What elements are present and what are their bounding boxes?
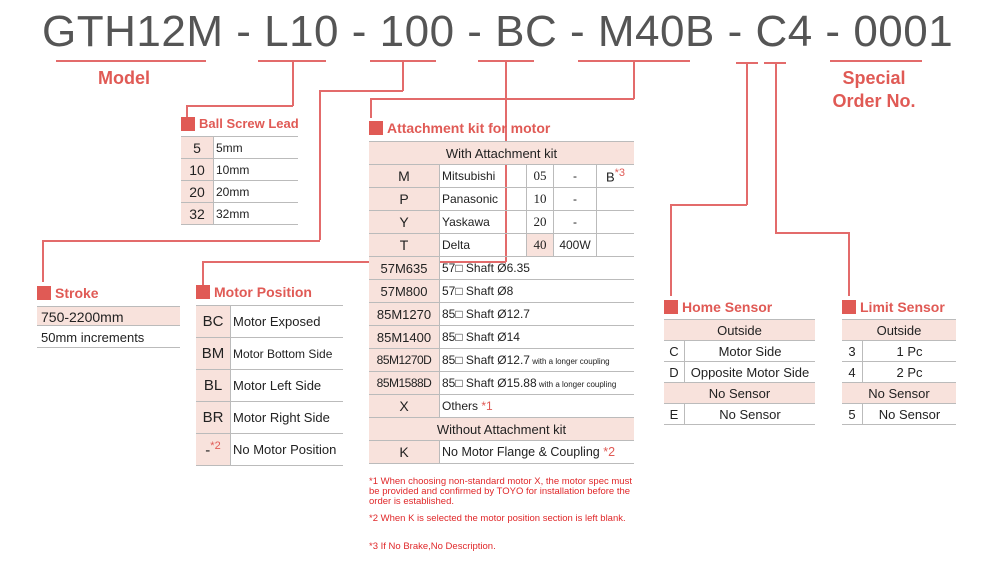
footnote-mark: *2 [210,440,221,452]
connector-stroke-top [319,90,403,92]
table-row [369,211,634,234]
lead-code: 32 [181,203,214,225]
kit-desc: 57□ Shaft Ø6.35 [440,257,635,280]
underline-special [830,60,922,62]
kit-brake [597,234,635,257]
table-row [369,280,634,303]
table-row [369,234,634,257]
table-row [664,383,815,404]
model-code [42,6,953,58]
limit-value: 1 Pc [863,341,957,362]
connector-limit-v [775,63,777,233]
home-code: C [664,341,685,362]
code-model: GTH12M [42,7,224,56]
kit-brand: Panasonic [440,188,527,211]
kit-code: 85M1400 [369,326,440,349]
table-row [181,203,298,225]
limit-sensor-header [842,299,945,315]
table-row [369,418,634,441]
kit-code: T [369,234,440,257]
kit-watt: - [554,211,597,234]
code-separator: - [812,7,854,56]
limit-sensor-title: Limit Sensor [860,299,945,315]
code-motor-position: BC [495,7,558,56]
motor-position-code: BR [196,402,231,434]
code-stroke: 100 [379,7,455,56]
stroke-header [37,285,99,301]
attachment-kit-table [369,141,634,464]
lead-code: 20 [181,181,214,203]
table-row [369,326,634,349]
attachment-kit-title: Attachment kit for motor [387,120,551,136]
limit-no-sensor-header: No Sensor [842,383,956,404]
home-sensor-table [664,319,815,425]
footnote-mark: *1 [481,399,493,413]
square-bullet-icon [37,286,51,300]
kit-brand: Mitsubishi [440,165,527,188]
table-row [369,372,634,395]
table-row [369,395,634,418]
kit-code: Y [369,211,440,234]
kit-desc-cell [440,372,635,395]
footnote-mark: *2 [603,445,616,459]
motor-position-code: - [205,442,211,459]
kit-code: K [369,441,440,464]
code-separator: - [223,7,265,56]
connector-stroke-h [42,240,320,242]
code-special-order: 0001 [853,7,954,56]
connector-motorpos-v2 [202,261,204,285]
kit-brand: Delta [440,234,527,257]
kit-size: 40 [527,234,554,257]
kit-size: 20 [527,211,554,234]
kit-watt: - [554,188,597,211]
code-separator: - [454,7,496,56]
kit-code: 57M635 [369,257,440,280]
home-sensor-title: Home Sensor [682,299,773,315]
kit-desc: 85□ Shaft Ø15.88 [442,376,537,390]
code-lead: L10 [264,7,340,56]
with-attachment-header: With Attachment kit [369,142,634,165]
connector-home-v [746,63,748,205]
special-order-label [832,67,916,113]
connector-lead-v [292,61,294,106]
kit-size: 10 [527,188,554,211]
square-bullet-icon [196,285,210,299]
kit-brake-cell [597,165,635,188]
stroke-increment: 50mm increments [37,327,180,348]
lead-code: 10 [181,159,214,181]
model-label: Model [98,68,150,88]
kit-code: 85M1270D [369,349,440,372]
kit-code: P [369,188,440,211]
home-value: Motor Side [685,341,816,362]
kit-desc-cell [440,349,635,372]
kit-desc: 85□ Shaft Ø12.7 [440,303,635,326]
footnote-mark: *3 [614,167,626,180]
connector-stroke-v [319,90,321,240]
connector-attach-h [370,98,634,100]
attachment-kit-header [369,120,550,136]
kit-brake: B [605,169,615,185]
kit-desc: No Motor Flange & Coupling [442,445,604,459]
connector-attach-v [633,61,635,99]
kit-desc: 85□ Shaft Ø14 [440,326,635,349]
home-no-sensor-header: No Sensor [664,383,815,404]
table-row [842,404,956,425]
motor-position-header [196,284,312,300]
table-row [664,320,815,341]
code-separator: - [714,7,756,56]
motor-position-code: BC [196,306,231,338]
table-row [369,349,634,372]
home-outside-header: Outside [664,320,815,341]
table-row [842,341,956,362]
kit-desc-cell [440,395,635,418]
limit-value: 2 Pc [863,362,957,383]
table-row [664,341,815,362]
kit-brand: Yaskawa [440,211,527,234]
limit-code: 5 [842,404,863,425]
special-line2: Order No. [832,91,916,111]
limit-code: 4 [842,362,863,383]
table-row [181,181,298,203]
table-row [369,188,634,211]
table-row [196,402,343,434]
kit-watt: - [554,165,597,188]
lead-code: 5 [181,137,214,159]
kit-desc: 57□ Shaft Ø8 [440,280,635,303]
connector-home-v2 [670,204,672,296]
kit-desc-note: with a longer coupling [536,380,617,389]
lead-value: 32mm [214,203,299,225]
code-attachment-kit: M40B [597,7,715,56]
motor-position-value: Motor Bottom Side [231,338,344,370]
code-separator: - [339,7,380,56]
kit-desc: 85□ Shaft Ø12.7 [442,353,530,367]
note-1: *1 When choosing non-standard motor X, the motor spec must be provided and confirmed by TOYO for installation before the order is established. [369,476,632,507]
connector-attach-v2 [370,98,372,118]
kit-code: X [369,395,440,418]
code-separator: - [557,7,598,56]
motor-position-code-cell [196,434,231,466]
table-row [842,362,956,383]
table-row [196,370,343,402]
limit-value: No Sensor [863,404,957,425]
lead-value: 10mm [214,159,299,181]
kit-code: 85M1588D [369,372,440,395]
connector-stroke-v3 [402,61,404,91]
home-sensor-header [664,299,772,315]
motor-position-code: BM [196,338,231,370]
table-row [664,362,815,383]
table-row [196,434,343,466]
kit-brake [597,211,635,234]
stroke-title: Stroke [55,285,99,301]
kit-brake [597,188,635,211]
kit-code: 57M800 [369,280,440,303]
motor-position-value: Motor Right Side [231,402,344,434]
square-bullet-icon [181,117,195,131]
home-value: Opposite Motor Side [685,362,816,383]
home-code: E [664,404,685,425]
motor-position-value: Motor Exposed [231,306,344,338]
square-bullet-icon [369,121,383,135]
kit-desc-note: with a longer coupling [529,357,610,366]
without-attachment-header: Without Attachment kit [369,418,634,441]
special-line1: Special [842,68,906,88]
motor-position-value: Motor Left Side [231,370,344,402]
connector-limit-h [775,232,849,234]
underline-model [56,60,206,62]
table-row [181,159,298,181]
motor-position-code: BL [196,370,231,402]
limit-sensor-table [842,319,956,425]
connector-limit-v2 [848,232,850,296]
connector-home-h [670,204,747,206]
table-row [369,165,634,188]
table-row [842,320,956,341]
limit-code: 3 [842,341,863,362]
motor-position-table [196,305,343,466]
table-row [369,303,634,326]
table-row [664,404,815,425]
table-row [196,338,343,370]
table-row [369,257,634,280]
table-row [369,441,634,464]
kit-code: M [369,165,440,188]
kit-watt: 400W [554,234,597,257]
connector-stroke-v2 [42,240,44,282]
table-row [842,383,956,404]
motor-position-value: No Motor Position [231,434,344,466]
kit-desc-cell [440,441,635,464]
home-code: D [664,362,685,383]
table-row [181,137,298,159]
home-value: No Sensor [685,404,816,425]
square-bullet-icon [664,300,678,314]
note-3: *3 If No Brake,No Description. [369,541,496,552]
lead-value: 5mm [214,137,299,159]
ball-screw-lead-title: Ball Screw Lead [199,116,299,131]
table-row [369,142,634,165]
lead-value: 20mm [214,181,299,203]
table-row [196,306,343,338]
code-sensor: C4 [755,7,813,56]
kit-code: 85M1270 [369,303,440,326]
kit-desc: Others [442,399,482,413]
kit-size: 05 [527,165,554,188]
stroke-range: 750-2200mm [37,306,180,326]
ball-screw-lead-table [181,136,298,225]
ball-screw-lead-header [181,116,299,131]
note-2: *2 When K is selected the motor position section is left blank. [369,513,626,524]
connector-lead-h [186,105,293,107]
motor-position-title: Motor Position [214,284,312,300]
limit-outside-header: Outside [842,320,956,341]
square-bullet-icon [842,300,856,314]
